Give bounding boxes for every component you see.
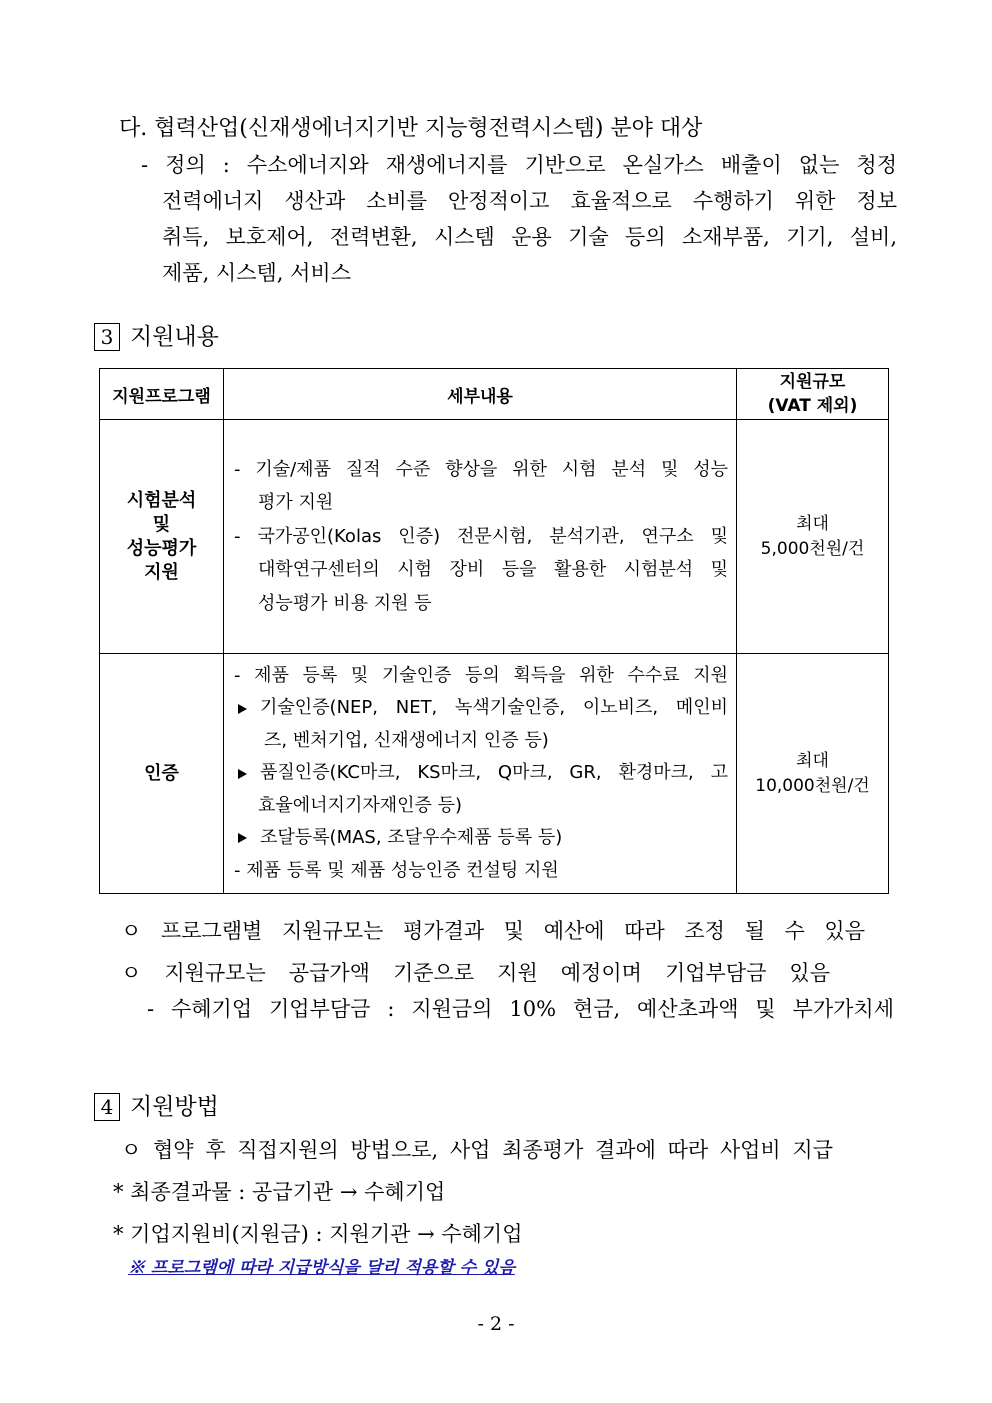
program-line: 지원 xyxy=(144,561,179,583)
detail-line: 즈, 벤처기업, 신재생에너지 인증 등) xyxy=(264,729,549,751)
header-scale-line2: (VAT 제외) xyxy=(767,396,858,416)
header-detail: 세부내용 xyxy=(224,369,737,420)
method-line-2: * 최종결과물 : 공급기관 → 수혜기업 xyxy=(113,1180,446,1204)
method-line-1: ㅇ 협약 후 직접지원의 방법으로, 사업 최종평가 결과에 따라 사업비 지급 xyxy=(121,1138,833,1162)
support-table xyxy=(99,368,889,894)
section-4-heading xyxy=(94,1090,219,1123)
scale-line1: 최대 xyxy=(796,513,829,534)
detail-bullet-line xyxy=(234,692,728,725)
scale-test-analysis xyxy=(737,420,889,654)
section-3-title: 지원내용 xyxy=(130,324,219,350)
scale-line1: 최대 xyxy=(796,750,829,771)
section-c-title: 다. 협력산업(신재생에너지기반 지능형전력시스템) 분야 대상 xyxy=(119,116,703,141)
program-line: 성능평가 xyxy=(126,537,197,559)
definition-line-1: - 정의 : 수소에너지와 재생에너지를 기반으로 온실가스 배출이 없는 청정 xyxy=(141,153,897,177)
header-program: 지원프로그램 xyxy=(100,369,224,420)
scale-line2: 5,000천원/건 xyxy=(760,538,865,559)
detail-line: - 제품 등록 및 기술인증 등의 획득을 위한 수수료 지원 xyxy=(234,664,728,686)
detail-certification xyxy=(224,654,737,894)
note-line-2: ㅇ 지원규모는 공급가액 기준으로 지원 예정이며 기업부담금 있음 xyxy=(121,961,830,985)
detail-line: 평가 지원 xyxy=(258,492,334,514)
definition-line-2: 전력에너지 생산과 소비를 안정적이고 효율적으로 수행하기 위한 정보 xyxy=(162,189,897,213)
bullet-triangle-icon xyxy=(238,769,247,779)
method-line-3: * 기업지원비(지원금) : 지원기관 → 수혜기업 xyxy=(113,1222,523,1246)
table-row-test-analysis xyxy=(100,420,889,654)
detail-line: 대학연구센터의 시험 장비 등을 활용한 시험분석 및 xyxy=(258,559,728,581)
bullet-triangle-icon xyxy=(238,833,247,843)
table-row-certification xyxy=(100,654,889,894)
method-note: ※ 프로그램에 따라 지급방식을 달리 적용할 수 있음 xyxy=(128,1258,515,1278)
detail-line: - 국가공인(Kolas 인증) 전문시험, 분석기관, 연구소 및 xyxy=(234,525,728,547)
scale-certification xyxy=(737,654,889,894)
section-4-number: 4 xyxy=(94,1093,120,1121)
definition-line-4: 제품, 시스템, 서비스 xyxy=(162,261,351,285)
scale-line2: 10,000천원/건 xyxy=(755,775,870,796)
header-scale-line1: 지원규모 xyxy=(779,372,846,392)
detail-line: 성능평가 비용 지원 등 xyxy=(258,592,432,614)
page-number: - 2 - xyxy=(477,1313,515,1335)
section-3-heading xyxy=(94,320,219,353)
detail-line: 조달등록(MAS, 조달우수제품 등록 등) xyxy=(260,827,563,849)
bullet-triangle-icon xyxy=(238,704,247,714)
detail-line: 효율에너지기자재인증 등) xyxy=(258,794,463,816)
header-scale xyxy=(737,369,889,420)
note-line-3: - 수혜기업 기업부담금 : 지원금의 10% 현금, 예산초과액 및 부가가치세 xyxy=(147,997,894,1021)
detail-line: 기술인증(NEP, NET, 녹색기술인증, 이노비즈, 메인비 xyxy=(260,697,728,719)
detail-bullet-line xyxy=(234,822,728,855)
program-line: 및 xyxy=(152,513,171,535)
definition-line-3: 취득, 보호제어, 전력변환, 시스템 운용 기술 등의 소재부품, 기기, 설비, xyxy=(162,225,897,249)
section-3-number: 3 xyxy=(94,323,120,351)
program-line: 시험분석 xyxy=(126,489,197,511)
detail-test-analysis xyxy=(224,420,737,654)
section-4-title: 지원방법 xyxy=(130,1094,219,1120)
detail-line: - 기술/제품 질적 수준 향상을 위한 시험 분석 및 성능 xyxy=(234,458,728,480)
note-line-1: ㅇ 프로그램별 지원규모는 평가결과 및 예산에 따라 조정 될 수 있음 xyxy=(121,919,865,943)
program-certification: 인증 xyxy=(100,654,224,894)
table-header-row xyxy=(100,369,889,420)
detail-bullet-line xyxy=(234,757,728,790)
program-test-analysis xyxy=(100,420,224,654)
detail-line: 품질인증(KC마크, KS마크, Q마크, GR, 환경마크, 고 xyxy=(260,762,728,784)
detail-line: - 제품 등록 및 제품 성능인증 컨설팅 지원 xyxy=(234,859,559,881)
